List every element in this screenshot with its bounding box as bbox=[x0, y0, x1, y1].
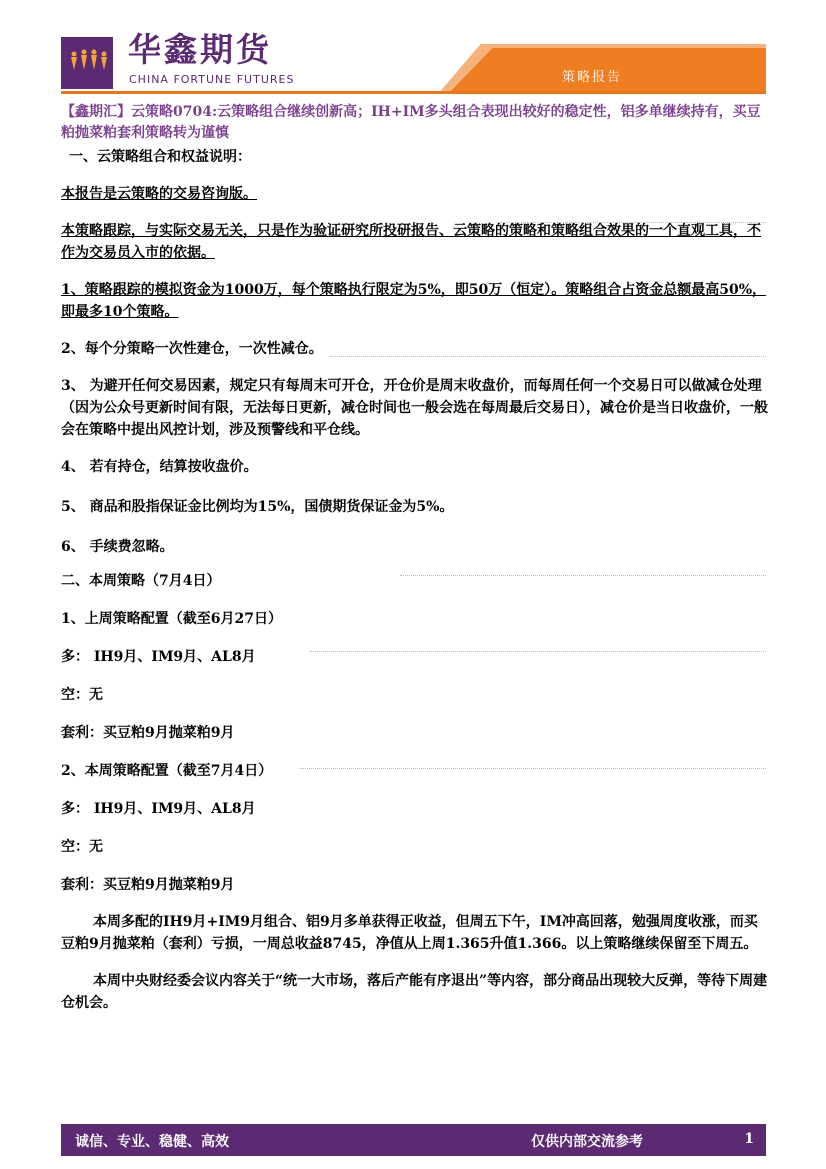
this-week-heading: 2、本周策略配置（截至7月4日） bbox=[61, 763, 273, 779]
dotted-rule bbox=[300, 768, 766, 769]
paragraph-intro: 本报告是云策略的交易咨询版。 bbox=[61, 186, 257, 202]
this-week-long: 多： IH9月、IM9月、AL8月 bbox=[61, 801, 256, 817]
report-title: 【鑫期汇】云策略0704:云策略组合继续创新高；IH+IM多头组合表现出较好的稳定性，铝多单继续持有，买豆粕抛菜粕套利策略转为谨慎 bbox=[61, 104, 761, 141]
header-divider bbox=[61, 91, 766, 94]
dotted-rule bbox=[330, 356, 766, 357]
rule-2: 2、每个分策略一次性建仓，一次性减仓。 bbox=[61, 341, 323, 357]
dotted-rule bbox=[500, 222, 766, 223]
brand-name-en: CHINA FORTUNE FUTURES bbox=[129, 73, 295, 86]
footer-notice: 仅供内部交流参考 bbox=[531, 1134, 643, 1150]
dotted-rule bbox=[310, 651, 766, 652]
footer-slogan: 诚信、专业、稳健、高效 bbox=[75, 1134, 229, 1150]
paragraph-disclaimer: 本策略跟踪，与实际交易无关，只是作为验证研究所投研报告、云策略的策略和策略组合效果的一个直观工具，不作为交易员入市的依据。 bbox=[61, 223, 761, 261]
rule-1: 1、策略跟踪的模拟资金为1000万，每个策略执行限定为5%，即50万（恒定）。策略组合占资金总额最高50%，即最多10个策略。 bbox=[61, 282, 767, 320]
report-type-label: 策略报告 bbox=[562, 70, 623, 85]
last-week-long: 多： IH9月、IM9月、AL8月 bbox=[61, 649, 256, 665]
last-week-heading: 1、上周策略配置（截至6月27日） bbox=[61, 611, 282, 627]
page-number: 1 bbox=[744, 1131, 754, 1147]
brand-name-cn: 华鑫期货 bbox=[128, 30, 272, 69]
rule-4: 4、 若有持仓，结算按收盘价。 bbox=[61, 459, 258, 475]
rule-6: 6、 手续费忽略。 bbox=[61, 539, 174, 555]
section1-heading: 一、云策略组合和权益说明： bbox=[69, 149, 251, 165]
this-week-arbitrage: 套利：买豆粕9月抛菜粕9月 bbox=[61, 877, 235, 893]
last-week-short: 空：无 bbox=[61, 687, 103, 703]
page-footer bbox=[61, 1124, 766, 1156]
report-body bbox=[61, 146, 769, 1014]
rule-5: 5、 商品和股指保证金比例均为15%，国债期货保证金为5%。 bbox=[61, 499, 454, 515]
last-week-arbitrage: 套利：买豆粕9月抛菜粕9月 bbox=[61, 725, 235, 741]
company-logo bbox=[61, 37, 113, 89]
summary-paragraph-1: 本周多配的IH9月+IM9月组合、铝9月多单获得正收益，但周五下午，IM冲高回落，勉强周度收涨，而买豆粕9月抛菜粕（套利）亏损，一周总收益8745，净值从上周1.365升值1.366。以上策略继续保留至下周五。 bbox=[61, 914, 758, 952]
this-week-short: 空：无 bbox=[61, 839, 103, 855]
summary-paragraph-2: 本周中央财经委会议内容关于“统一大市场，落后产能有序退出”等内容，部分商品出现较大反弹，等待下周建仓机会。 bbox=[61, 973, 768, 1011]
dotted-rule bbox=[400, 575, 766, 576]
rule-3: 3、 为避开任何交易因素，规定只有每周末可开仓，开仓价是周末收盘价，而每周任何一个交易日可以做减仓处理（因为公众号更新时间有限，无法每日更新，减仓时间也一般会选在每周最后交易日），减仓价是当日收盘价，一般会在策略中提出风控计划，涉及预警线和平仓线。 bbox=[61, 378, 768, 438]
section2-heading: 二、本周策略（7月4日） bbox=[61, 573, 221, 589]
